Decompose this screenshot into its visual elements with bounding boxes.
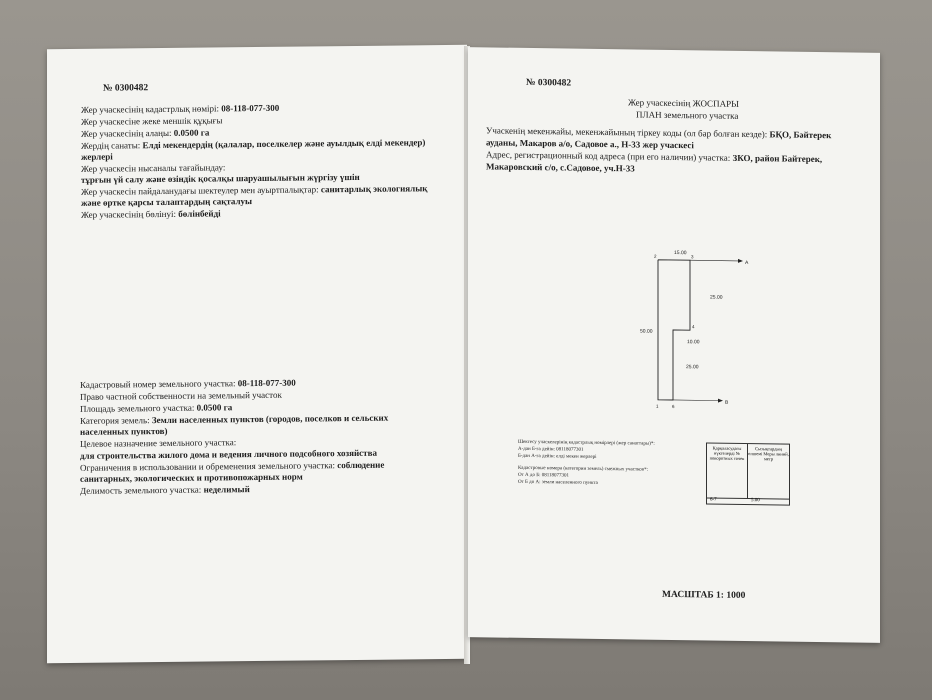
address-kz-line: ауданы, Макаров а/о, Садовое а., Н-33 жер учаскесі [486, 137, 694, 151]
ru-line: Делимость земельного участка: неделимый [80, 484, 250, 496]
dim-left: 50.00 [640, 328, 653, 335]
dim-right-lower: 25.00 [686, 364, 699, 371]
right-page [468, 47, 880, 643]
table-head-points: Қарқаласудағы нүктелерді № поворотных точек [707, 443, 748, 499]
scale-label: МАСШТАБ 1: 1000 [662, 589, 746, 601]
label-b: В [725, 399, 729, 406]
ru-line: Кадастровый номер земельного участка: 08-118-077-300 [80, 377, 296, 390]
ru-line: для строительства жилого дома и ведения личного подсобного хозяйства [80, 447, 377, 461]
legend-line: Кадастровые номера (категории земель) смежных участков*: [518, 465, 649, 473]
arrow-b-line [673, 400, 718, 401]
parcel-plan [618, 239, 758, 416]
ru-line: Право частной собственности на земельный участок [80, 389, 282, 402]
kz-line: тұрғын үй салу және өзіндік қосалқы шаруашылығын жүргізу үшін [81, 171, 360, 185]
legend-line: От А до Б: 08118077301 [518, 472, 570, 479]
plan-title-ru: ПЛАН земельного участка [636, 109, 739, 121]
legend-line: От Б до А: земли населенного пункта [518, 479, 598, 486]
point-2: 2 [654, 253, 657, 259]
ru-line: Целевое назначение земельного участка: [80, 437, 237, 449]
ru-line: населенных пунктов) [80, 425, 168, 437]
ru-line: Площадь земельного участка: 0.0500 га [80, 402, 233, 414]
kz-line: Жер учаскесін нысаналы тағайындау: [81, 162, 226, 174]
parcel-outline [658, 260, 690, 400]
address-ru-line: Адрес, регистрационный код адреса (при его наличии) участка: ЗКО, район Байтерек, [486, 149, 823, 165]
kz-line: және өртке қарсы талаптардың сақталуы [81, 196, 253, 208]
point-6: 6 [672, 403, 675, 410]
ru-line: санитарных, экологических и противопожарных норм [80, 471, 303, 484]
kz-line: Жер учаскесінің кадастрлық нөмірі: 08-118-077-300 [81, 102, 280, 115]
label-a: А [745, 259, 749, 267]
left-page [47, 45, 467, 663]
plan-title-kz: Жер учаскесінің ЖОСПАРЫ [628, 97, 739, 109]
address-kz-line: Учаскенің мекенжайы, мекенжайының тіркеу коды (ол бар болған кезде): БҚО, Бәйтерек [486, 125, 832, 141]
dim-right-upper: 25.00 [710, 294, 723, 301]
table-head-lengths: Сызықтардың өлшемі Меры линий, метр [748, 444, 789, 500]
ru-line: Ограничения в использовании и обременения земельного участка: соблюдение [80, 459, 385, 473]
measurement-table [706, 442, 790, 505]
address-ru-line: Макаровский с/о, с.Садовое, уч.Н-33 [486, 161, 635, 174]
table-cell-points: 6-7 [710, 497, 717, 503]
kz-line: Жер учаскесін пайдаланудағы шектеулер мен ауыртпалықтар: санитарлық экологиялық [81, 183, 428, 197]
point-4: 4 [692, 324, 695, 330]
point-1: 1 [656, 403, 659, 409]
legend-line: А-дан Б-ға дейін: 08118077301 [518, 446, 584, 453]
kz-line: Жердің санаты: Елді мекендердің (қалалар, поселкелер және ауылдық елді мекендер) [81, 137, 426, 151]
kz-line: Жер учаскесінің бөлінуі: бөлінбейді [81, 208, 221, 220]
dim-step: 10.00 [687, 339, 700, 346]
doc-number: № 0300482 [526, 77, 572, 89]
ru-line: Категория земель: Земли населенных пунктов (городов, поселков и сельских [80, 412, 389, 426]
arrow-a-line [690, 260, 738, 261]
arrow-a-head [738, 259, 743, 263]
doc-number: № 0300482 [103, 83, 149, 94]
dim-top: 15.00 [674, 250, 687, 257]
point-3: 3 [691, 254, 694, 260]
table-cell-length: 5.00 [751, 498, 760, 504]
legend-line: Шектесу учаскелерінің кадастрлық нөмірлері (жер санаттары)*: [518, 439, 655, 447]
kz-line: жерлері [81, 151, 113, 162]
kz-line: Жер учаскесінің алаңы: 0.0500 га [81, 127, 210, 139]
arrow-b-head [718, 399, 723, 403]
kz-line: Жер учаскесіне жеке меншік құқығы [81, 115, 223, 127]
legend-line: Б-дан А-ға дейін: елді мекен жерлері [518, 453, 597, 460]
